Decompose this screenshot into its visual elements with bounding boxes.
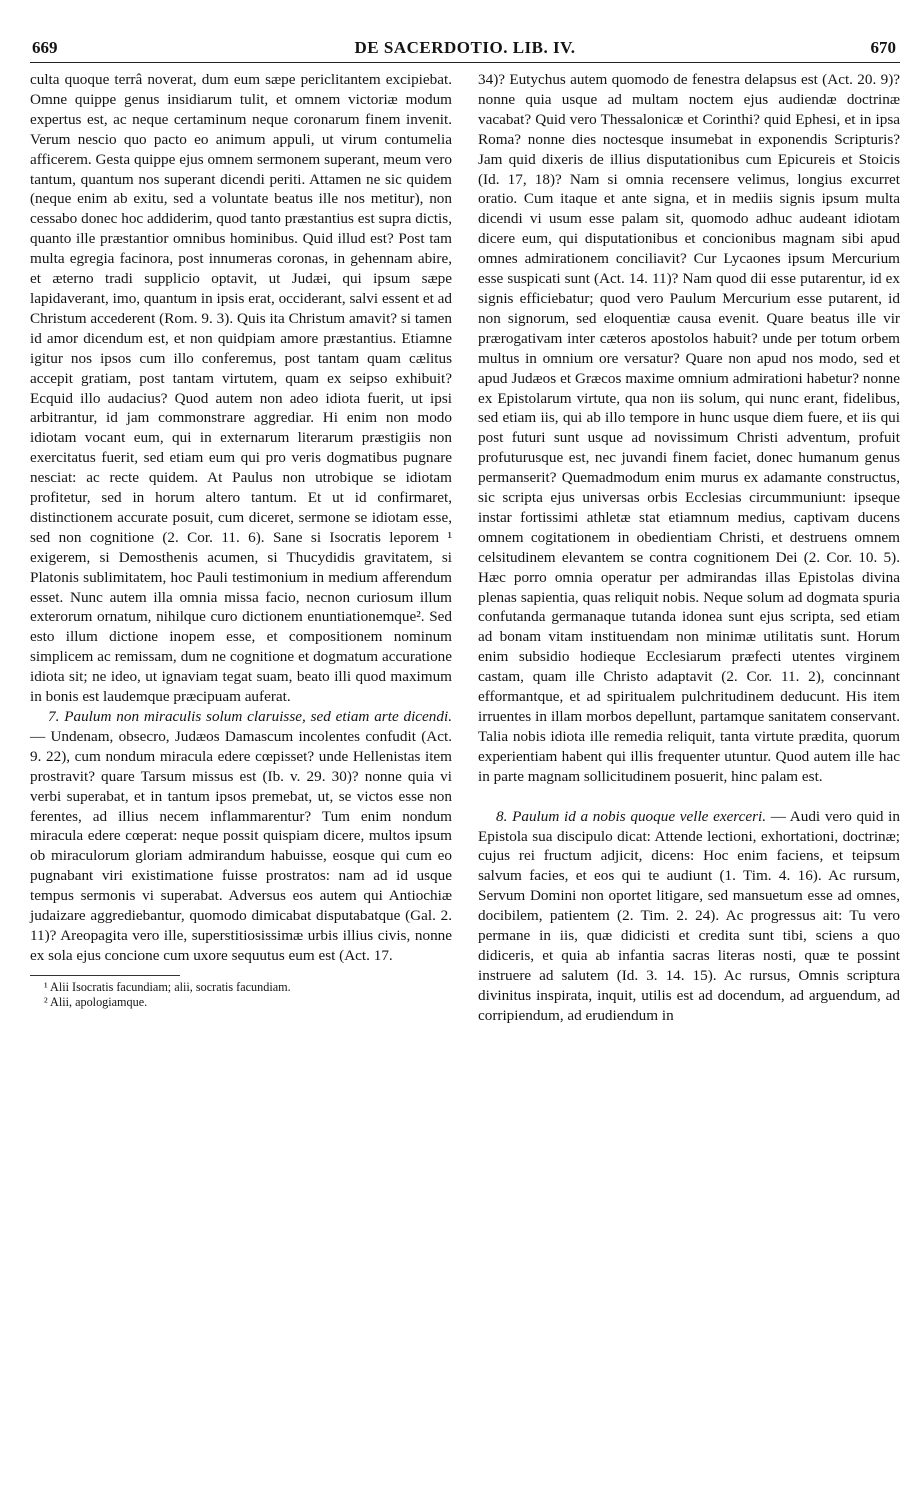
section-8-text: — Audi vero quid in Epistola sua discipulo dicat: Attende lectioni, exhortationi, doctrinæ; cujus rei fructum adjicit, dicens: Hoc enim faciens, et teipsum salvum facies, et eos qui te audiunt (1. Tim. 4. 16). Ac rursum, Servum Domini non oportet litigare, sed mansuetum esse ad omnes, docibilem, patientem (2. Tim. 2. 24). Ac progressus ait: Tu vero permane in iis, quæ didicisti et credita sunt tibi, sciens a quo didiceris, et quia ab infantia sacras literas nosti, quæ te possint instruere ad salutem (Id. 3. 14. 15). Ac rursus, Omnis scriptura divinitus inspirata, inquit, utilis est ad docendum, ad arguendum, ad corripiendum, ad erudiendum in [478,807,900,1024]
right-paragraph-2 [478,807,900,1026]
section-7-text: — Undenam, obsecro, Judæos Damascum incolentes confudit (Act. 9. 22), cum nondum miracula edere cœpisset? unde Hellenistas item prostravit? quare Tarsum missus est (Ib. v. 29. 30)? nonne quia vi verbi superabat, et in tantum ipsos premebat, ut, se victos esse non ferentes, ad illius necem inflammarentur? Tum enim nondum miracula edere cœperat: neque possit quispiam dicere, multos ipsum ob miraculorum gloriam admirandum habuisse, eosque qui cum eo pugnabant viri existimatione fuisse prostratos: nam ad id usque tempus sermonis vi superabat. Adversus eos autem qui Antiochiæ judaizare aggrediebantur, quomodo dimicabat disputabatque (Gal. 2. 11)? Areopagita vero ille, superstitiosissimæ urbis illius civis, nonne ex sola ejus concione cum uxore sequutus eum est (Act. 17. [30,727,452,964]
footnotes [30,980,452,1010]
left-paragraph-2 [30,707,452,966]
running-title: DE SACERDOTIO. LIB. IV. [354,38,576,57]
page-number-right: 670 [870,38,896,57]
footnote-1: ¹ Alii Isocratis facundiam; alii, socratis facundiam. [44,979,291,994]
footnote-2: ² Alii, apologiamque. [44,994,148,1009]
section-8-heading: 8. Paulum id a nobis quoque velle exerceri. [496,807,767,825]
running-header [30,36,900,63]
right-paragraph-1: 34)? Eutychus autem quomodo de fenestra delapsus est (Act. 20. 9)? nonne quia usque ad multam noctem ejus audiendæ doctrinæ vacabat? Quid vero Thessalonicæ et Corinthi? quid Ephesi, et in ipsa Roma? nonne dies noctesque insumebat in exponendis Scripturis? Jam quid dixeris de illius disputationibus cum Epicureis et Stoicis (Id. 17, 18)? Nam si omnia recensere velimus, longius excurret oratio. Cum itaque et ante signa, et in mediis signis ipsum multa dicendi vi usum esse palam sit, quomodo adhuc audeant idiotam dicere eum, qui disputationibus et concionibus magnam sibi apud omnes admirationem conciliavit? Cur Lycaones ipsum Mercurium esse suspicati sunt (Act. 14. 11)? Nam quod dii esse putarentur, id ex signis efficiebatur; quod vero Paulum Mercurium esse putarent, id non signorum, sed eloquentiæ causa evenit. Quare beatus ille vir prærogativam inter cæteros apostolos habuit? unde per totum orbem multus in omnium ore versatur? Quare non apud nos modo, sed et apud Judæos et Græcos maxime omnium admirationi habetur? nonne ex Epistolarum virtute, qua non iis solum, qui nunc erant, fidelibus, sed etiam iis, qui ab illo tempore in hunc usque diem fuere, et iis qui post futuri sunt usque ad novissimum Christi adventum, profuit profuturusque est, nec juvandi finem faciet, donec humanum genus permanserit? Quemadmodum enim murus ex adamante constructus, sic scripta ejus universas orbis Ecclesias circummuniunt: ipseque instar fortissimi athletæ stat etiamnum medius, captivam ducens omnem cogitationem in obedientiam Christi, et destruens omnem celsitudinem elevantem se contra cognitionem Dei (2. Cor. 10. 5). Hæc porro omnia operatur per admirandas illas Epistolas divina plenas sapientia, quas reliquit nobis. Neque solum ad dogmata spuria confutanda germanaque tutanda idonea sunt ejus scripta, sed etiam ad bonam vitam instituendam non minimæ utilitatis sunt. Horum enim subsidio hodieque Ecclesiarum præfecti utentes virginem castam, quam ille Christo adaptavit (2. Cor. 11. 2), concinnant efformantque, et ad spiritualem pulchritudinem deducunt. His item irruentes in illam morbos depellunt, partamque sanitatem conservant. Talia nobis idiota ille remedia reliquit, tanta virtute prædita, quorum experientiam habent qui illis frequenter utuntur. Quod autem ille hac in parte magnam sollicitudinem posuerit, hinc palam est. [478,71,900,785]
left-paragraph-1: culta quoque terrâ noverat, dum eum sæpe periclitantem excipiebat. Omne quippe genus insidiarum tulit, et omnem victoriæ modum expertus est, ac neque certaminum neque coronarum finem invenit. Verum nescio quo pacto eo animum appuli, ut virum contumelia afficerem. Gesta quippe ejus omnem sermonem superant, meum vero tantum, quantum nos superant dicendi periti. Attamen ne sic quidem (neque enim ab exitu, sed a voluntate beatus ille nos metitur), non cessabo donec hoc addiderim, quod tanto præstantius est supra dictis, quanto ille præstantior omnibus hominibus. Quid illud est? Post tam multa egregia facinora, post innumeras coronas, in gehennam abire, et æterno tradi supplicio optavit, ut Judæi, qui ipsum sæpe lapidaverant, imo, quantum in ipsis erat, occiderant, salvi essent et ad Christum accederent (Rom. 9. 3). Quis ita Christum amavit? si tamen id amor dicendum est, et non quidpiam amore præstantius. Etiamne igitur nos ipsos cum illo conferemus, post tantam quam cælitus accepit gratiam, post tantam virtutem, quam ex seipso exhibuit? Ecquid illo audacius? Quod autem non adeo idiota fuerit, ut ipsi arbitrantur, id jam commonstrare aggrediar. Hi enim non modo idiotam vocant eum, qui in externarum literarum præstigiis non exercitatus fuerit, sed etiam eum qui pro veris dogmatibus pugnare nesciat: ac recte quidem. At Paulus non utrobique se idiotam profitetur, sed in horum altero tantum. Et ut id confirmaret, distinctionem accurate posuit, cum diceret, sermone se idiotam esse, sed non cognitione (2. Cor. 11. 6). Sane si Isocratis leporem ¹ exigerem, si Demosthenis acumen, si Thucydidis gravitatem, si Platonis sublimitatem, hoc Pauli testimonium in medium afferendum esset. Nunc autem illa omnia missa facio, necnon curiosum illum exterorum ornatum, nihilque curo dictionem enuntiationemque². Sed esto illum dictione inopem esse, et compositionem nominum simplicem ac remissam, dum ne cognitione et dogmatum accuratione idiota sit; ne ideo, ut ignaviam tegat suam, beato illi quod maximum in bonis est laudemque præcipuam auferat. [30,71,452,706]
text-columns [30,70,900,1501]
footnote-rule [30,975,180,976]
page-number-left: 669 [32,38,58,57]
right-column [478,70,900,1501]
section-7-heading: 7. Paulum non miraculis solum claruisse, sed etiam arte dicendi. [48,708,452,725]
left-column [30,70,452,1501]
